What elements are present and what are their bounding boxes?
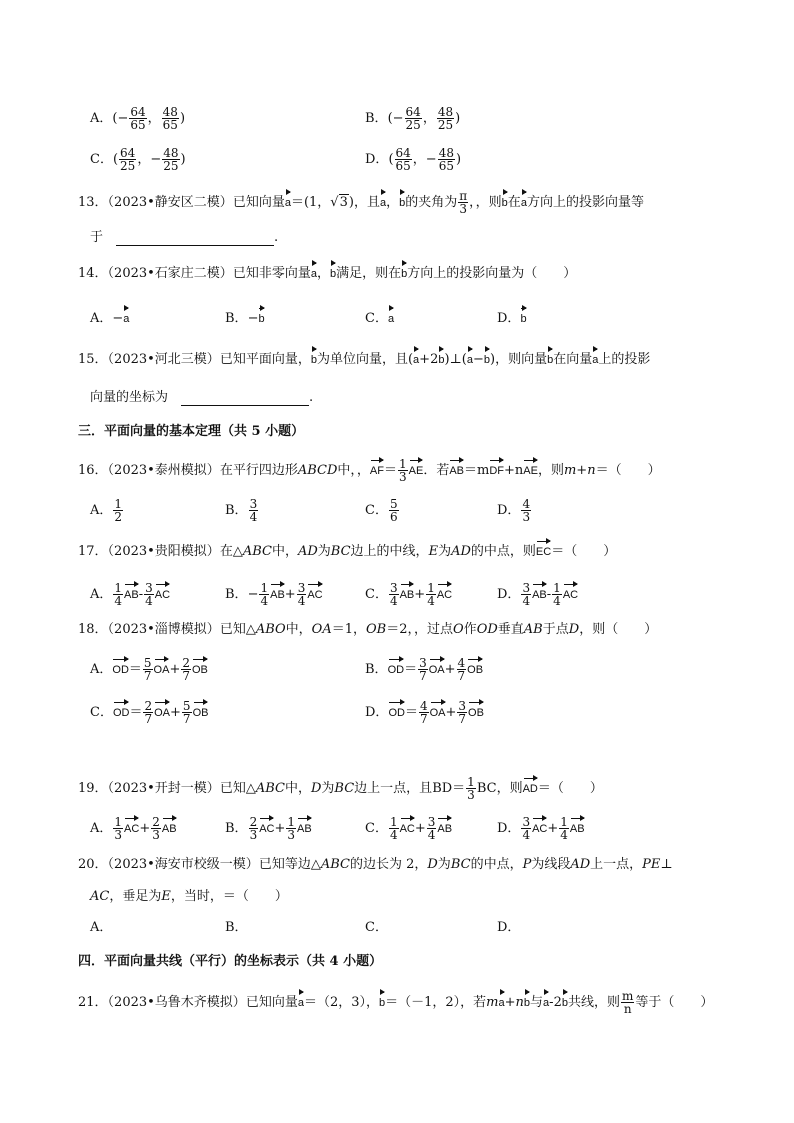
vector-ac: AC — [259, 823, 275, 835]
question-text: 中， — [271, 544, 298, 559]
vector-b: b — [523, 997, 531, 1009]
question-text: 边上一点，且 — [354, 781, 433, 796]
question-text: 为线段 — [531, 857, 571, 872]
vector-ac: AC — [562, 589, 579, 601]
vector-b: b — [501, 197, 508, 209]
fraction: $\frac{3}{4}$ — [522, 581, 531, 608]
vector-b: b — [399, 197, 406, 209]
vector-od: OD — [388, 707, 405, 719]
math-var: BC — [330, 544, 351, 559]
fraction: $\frac{3}{7}$ — [458, 699, 467, 726]
option-label: D． — [365, 152, 389, 167]
fraction: $\frac{3}{4}$ — [427, 815, 436, 842]
option-label: B． — [365, 662, 388, 677]
option-c — [365, 311, 394, 327]
question-text: ＝（ ） — [551, 544, 617, 559]
option-d — [497, 498, 532, 523]
vector-a: a — [413, 354, 420, 366]
option-label: A． — [90, 821, 113, 836]
vector-oa: OA — [154, 707, 171, 719]
option-d: D． $\frac{3}{4}$ AC+ $\frac{1}{4}$ AB — [497, 815, 585, 842]
fraction: $\frac{4}{7}$ — [419, 699, 428, 726]
option-c: C．( $\frac{64}{25}$ ，− $\frac{48}{25}$ ) — [90, 146, 186, 173]
math-var: AB — [523, 622, 543, 637]
math-var: O — [453, 622, 464, 637]
vector-ac: AC — [399, 823, 415, 835]
math-var: D — [427, 857, 438, 872]
option-label: A． — [90, 311, 113, 326]
option-d: D．OD＝ $\frac{4}{7}$ OA+ $\frac{3}{7}$ OB — [365, 699, 484, 726]
question-text: ，则 — [475, 195, 502, 210]
fraction: $\frac{1}{4}$ — [114, 581, 123, 608]
question-text: 已知向量 — [245, 995, 298, 1010]
option-label: C． — [90, 152, 113, 167]
math-var: E — [161, 889, 171, 904]
vector-ab: AB — [270, 589, 285, 601]
fraction: $\frac{5}{7}$ — [143, 656, 152, 683]
vector-a: a — [387, 313, 395, 325]
fraction: $\frac{3}{4}$ — [249, 497, 258, 524]
question-text: 已知△ — [219, 781, 256, 796]
question-text: 为 — [317, 544, 331, 559]
question-source: （2023•泰州模拟） — [107, 463, 220, 478]
question-17 — [78, 544, 616, 560]
question-text: 已知向量 — [232, 195, 285, 210]
vector-oa: OA — [428, 664, 445, 676]
question-text: ，当时，＝（ ） — [170, 889, 288, 904]
vector-ob: OB — [468, 707, 484, 719]
question-text: 的夹角为 — [405, 195, 458, 210]
option-c — [365, 498, 400, 523]
option-label: D． — [365, 705, 389, 720]
vector-ab: AB — [297, 823, 312, 835]
fraction: $\frac{1}{3}$ — [287, 815, 296, 842]
vector-a: a — [543, 997, 550, 1009]
math-var: OD — [476, 622, 498, 637]
option-d — [497, 920, 520, 936]
question-text: ＝（ ） — [537, 781, 603, 796]
option-b: B．−b — [225, 311, 265, 326]
fraction: $\frac{3}{4}$ — [297, 581, 306, 608]
vector-ab: AB — [532, 589, 547, 601]
question-text: 在 — [507, 195, 521, 210]
option-d — [497, 311, 527, 327]
question-text: ⊥ — [660, 857, 673, 872]
fraction: $\frac{64}{25}$ — [405, 105, 421, 132]
vector-af: AF — [369, 465, 384, 477]
vector-ab: AB — [124, 589, 139, 601]
vector-b: b — [520, 313, 527, 325]
option-b: B． $\frac{2}{3}$ AC+ $\frac{1}{3}$ AB — [225, 815, 312, 842]
question-text: ．若 — [423, 463, 450, 478]
period: . — [274, 230, 279, 245]
question-source: （2023•静安区二模） — [107, 195, 233, 210]
question-text: ，则（ ） — [579, 622, 658, 637]
vector-ob: OB — [192, 664, 208, 676]
math-var: m+n — [563, 463, 596, 478]
option-label: C． — [365, 821, 388, 836]
question-text: 在△ — [219, 544, 243, 559]
option-label: B． — [225, 821, 248, 836]
section-heading: 四．平面向量共线（平行）的坐标表示（共 4 小题） — [78, 954, 383, 969]
answer-blank[interactable] — [181, 405, 309, 406]
vector-a: a — [310, 268, 317, 280]
vector-a: a — [297, 997, 304, 1009]
question-20 — [78, 857, 673, 873]
vector-ae: AE — [408, 465, 424, 477]
math-var: AD — [451, 544, 471, 559]
option-b — [225, 920, 248, 936]
question-source: （2023•开封一模） — [107, 781, 220, 796]
question-text: 为 — [321, 781, 335, 796]
fraction: $\frac{1}{4}$ — [553, 581, 561, 608]
question-text: 垂直 — [497, 622, 524, 637]
fraction: $\frac{1}{4}$ — [427, 581, 435, 608]
math-var: OB — [366, 622, 387, 637]
question-19: 19．（2023•开封一模）已知△ABC中，D为BC边上一点，且BD＝ $\frac{1}{3}$ BC，则AD＝（ ） — [78, 775, 603, 802]
answer-blank[interactable] — [116, 245, 274, 246]
vector-b: b — [310, 354, 317, 366]
math-var: m — [486, 995, 499, 1010]
question-text: 满足，则在 — [336, 266, 402, 281]
question-14: 14．（2023•石家庄二模）已知非零向量a，b满足，则在b方向上的投影向量为（ ） — [78, 266, 577, 281]
vector-a: a — [520, 197, 527, 209]
question-15: 15．（2023•河北三模）已知平面向量，b为单位向量，且(a+2b)⊥(a−b)，则向量b在向量a上的投影 — [78, 352, 651, 367]
option-d: D． $\frac{3}{4}$ AB- $\frac{1}{4}$ AC — [497, 581, 579, 608]
question-text: 等于（ ） — [635, 995, 714, 1010]
math-var: AD — [297, 544, 318, 559]
option-label: A． — [90, 587, 113, 602]
vector-ab: AB — [569, 823, 585, 835]
vector-ac: AC — [154, 589, 171, 601]
option-label: D． — [497, 503, 521, 518]
question-text: 已知等边△ — [258, 857, 321, 872]
vector-ad: AD — [522, 783, 538, 795]
question-source: （2023•淄博模拟） — [107, 622, 220, 637]
question-text: 边上的中线， — [350, 544, 429, 559]
question-number: 14． — [78, 266, 108, 281]
fraction: $\frac{5}{7}$ — [182, 699, 191, 726]
fraction: $\frac{2}{7}$ — [182, 656, 190, 683]
option-a — [90, 498, 124, 523]
fraction: $\frac{1}{3}$ — [398, 457, 407, 484]
fraction: $\frac{2}{3}$ — [152, 815, 160, 842]
vector-a: a — [498, 997, 505, 1009]
fraction: $\frac{1}{4}$ — [560, 815, 568, 842]
question-number: 18． — [78, 622, 108, 637]
question-text: ，垂足为 — [109, 889, 162, 904]
question-text: 上的投影 — [598, 352, 651, 367]
question-13-cont — [90, 230, 278, 246]
vector-ac: AC — [532, 823, 548, 835]
question-number: 20． — [78, 857, 108, 872]
fraction: $\frac{2}{7}$ — [144, 699, 153, 726]
fraction: $\frac{48}{65}$ — [438, 146, 454, 173]
question-18 — [78, 622, 657, 638]
option-label: C． — [90, 705, 113, 720]
math-var: ABCD — [297, 463, 338, 478]
question-text: ＝2，，过点 — [386, 622, 453, 637]
sqrt-3: √3 — [330, 195, 348, 210]
vector-ab: AB — [449, 465, 465, 477]
fraction: $\frac{1}{3}$ — [114, 815, 123, 842]
question-text: 的中点， — [470, 857, 523, 872]
math-var: ABO — [255, 622, 286, 637]
fraction: $\frac{48}{25}$ — [163, 146, 179, 173]
fraction: $\frac{3}{4}$ — [389, 581, 398, 608]
option-b: B．− $\frac{1}{4}$ AB+ $\frac{3}{4}$ AC — [225, 581, 323, 608]
option-label: C． — [365, 311, 388, 326]
vector-b: b — [547, 354, 554, 366]
question-text: 中， — [284, 781, 311, 796]
vector-oa: OA — [429, 707, 446, 719]
question-text: 在向量 — [553, 352, 593, 367]
fraction: $\frac{1}{4}$ — [389, 815, 398, 842]
question-number: 13． — [78, 195, 108, 210]
vector-a: a — [379, 197, 387, 209]
question-13: 13．（2023•静安区二模）已知向量a＝(1，√3)，且a，b的夹角为 $\frac{\pi}{3}$ ，，则b在a方向上的投影向量等 — [78, 189, 644, 216]
math-var: BC — [450, 857, 471, 872]
option-label: B． — [225, 920, 248, 935]
vector-ob: OB — [192, 707, 209, 719]
question-21: 21．（2023•乌鲁木齐模拟）已知向量a＝（2，3），b＝（－1，2），若ma+nb与a-2b共线，则 $\frac{m}{n}$ 等于（ ） — [78, 989, 714, 1016]
question-text: 中，， — [337, 463, 370, 478]
fraction: $\frac{4}{3}$ — [522, 497, 531, 524]
question-number: 21． — [78, 995, 108, 1010]
math-var: PE — [642, 857, 661, 872]
question-text: ，则向量 — [495, 352, 548, 367]
question-text: 为单位向量，且 — [316, 352, 408, 367]
question-15-cont — [90, 390, 313, 406]
period: . — [309, 390, 314, 405]
math-var: D — [310, 781, 322, 796]
option-label: D． — [497, 311, 521, 326]
fraction: $\frac{1}{3}$ — [467, 775, 475, 802]
question-text: 向量的坐标为 — [90, 390, 169, 405]
vector-od: OD — [387, 664, 405, 676]
question-text: ，则 — [537, 463, 564, 478]
question-text: 的边长为 2， — [349, 857, 428, 872]
vector-ab: AB — [161, 823, 177, 835]
question-text: 共线，则 — [567, 995, 620, 1010]
question-text: ，且 — [353, 195, 380, 210]
math-var: BC — [334, 781, 355, 796]
question-source: （2023•海安市校级一模） — [107, 857, 259, 872]
vector-od: OD — [112, 707, 130, 719]
math-var: D — [568, 622, 580, 637]
question-text: ＝1， — [331, 622, 366, 637]
question-text: 已知非零向量 — [232, 266, 311, 281]
fraction: $\frac{64}{65}$ — [395, 146, 411, 173]
option-label: B． — [365, 111, 388, 126]
option-label: D． — [497, 920, 521, 935]
fraction: $\frac{2}{3}$ — [249, 815, 258, 842]
vector-b: b — [329, 268, 337, 280]
question-text: ＝（－1，2），若 — [385, 995, 487, 1010]
option-a: A．(− $\frac{64}{65}$ ， $\frac{48}{65}$ ) — [90, 105, 186, 132]
option-label: C． — [365, 920, 388, 935]
question-source: （2023•贵阳模拟） — [107, 544, 220, 559]
vector-ae: AE — [523, 465, 538, 477]
question-text: 于点 — [542, 622, 569, 637]
question-text: 中， — [285, 622, 312, 637]
vector-df: DF — [489, 465, 505, 477]
question-text: ，则 — [496, 781, 523, 796]
fraction: $\frac{3}{4}$ — [145, 581, 153, 608]
question-source: （2023•石家庄二模） — [107, 266, 233, 281]
option-c: C．OD＝ $\frac{2}{7}$ OA+ $\frac{5}{7}$ OB — [90, 699, 209, 726]
option-label: C． — [365, 587, 388, 602]
option-a: A．OD＝ $\frac{5}{7}$ OA+ $\frac{2}{7}$ OB — [90, 656, 208, 683]
math-var: AD — [570, 857, 591, 872]
option-label: A． — [90, 111, 113, 126]
vector-a: a — [466, 354, 473, 366]
vector-ab: AB — [399, 589, 415, 601]
question-number: 17． — [78, 544, 108, 559]
vector-a: a — [284, 197, 291, 209]
question-number: 16． — [78, 463, 108, 478]
fraction: $\frac{4}{7}$ — [457, 656, 466, 683]
math-var: E — [428, 544, 439, 559]
option-label: D． — [497, 587, 521, 602]
question-text: 上一点， — [590, 857, 643, 872]
option-label: D． — [497, 821, 521, 836]
vector-ob: OB — [467, 664, 484, 676]
math-var: ABC — [255, 781, 285, 796]
question-text: 在平行四边形 — [219, 463, 298, 478]
math-var: n — [515, 995, 524, 1010]
option-c — [365, 920, 388, 936]
option-label: B． — [225, 311, 248, 326]
vector-b: b — [401, 268, 408, 280]
question-text: ＝（ ） — [595, 463, 661, 478]
question-text: 方向上的投影向量为（ ） — [407, 266, 577, 281]
option-b — [225, 498, 259, 523]
option-label: A． — [90, 503, 113, 518]
option-label: C． — [365, 503, 388, 518]
option-a: A．−a — [90, 311, 130, 326]
vector-ac: AC — [124, 823, 140, 835]
question-source: （2023•河北三模） — [107, 352, 220, 367]
vector-b: b — [483, 354, 490, 366]
question-text: 为 — [437, 857, 451, 872]
question-text: ＝（2，3）， — [303, 995, 379, 1010]
vector-b: b — [438, 354, 445, 366]
question-text: 方向上的投影向量等 — [526, 195, 644, 210]
question-number: 15． — [78, 352, 108, 367]
option-label: A． — [90, 662, 113, 677]
fraction: $\frac{m}{n}$ — [621, 989, 634, 1016]
fraction: $\frac{\pi}{3}$ — [459, 189, 468, 216]
fraction: $\frac{5}{6}$ — [389, 497, 398, 524]
question-text: 已知平面向量， — [219, 352, 311, 367]
math-var: OA — [311, 622, 332, 637]
option-c: C． $\frac{1}{4}$ AC+ $\frac{3}{4}$ AB — [365, 815, 453, 842]
option-c: C． $\frac{3}{4}$ AB+ $\frac{1}{4}$ AC — [365, 581, 453, 608]
vector-ec: EC — [535, 546, 552, 558]
vector-b: b — [258, 313, 265, 325]
option-b: B．OD＝ $\frac{3}{7}$ OA+ $\frac{4}{7}$ OB — [365, 656, 484, 683]
section-heading: 三．平面向量的基本定理（共 5 小题） — [78, 424, 305, 439]
question-20-cont — [90, 889, 288, 905]
fraction: $\frac{64}{25}$ — [120, 146, 136, 173]
fraction: $\frac{1}{2}$ — [114, 497, 123, 524]
option-label: B． — [225, 587, 248, 602]
fraction: $\frac{3}{7}$ — [419, 656, 427, 683]
vector-ac: AC — [436, 589, 453, 601]
vector-ab: AB — [437, 823, 453, 835]
option-d: D．( $\frac{64}{65}$ ，− $\frac{48}{65}$ ) — [365, 146, 462, 173]
question-source: （2023•乌鲁木齐模拟） — [107, 995, 246, 1010]
question-text: 的中点，则 — [470, 544, 536, 559]
fraction: $\frac{3}{4}$ — [522, 815, 531, 842]
vector-oa: OA — [153, 664, 170, 676]
fraction: $\frac{64}{65}$ — [130, 105, 146, 132]
vector-od: OD — [112, 664, 129, 676]
option-a: A． $\frac{1}{4}$ AB- $\frac{3}{4}$ AC — [90, 581, 171, 608]
vector-b: b — [561, 997, 568, 1009]
option-label: B． — [225, 503, 248, 518]
option-b: B．(− $\frac{64}{25}$ ， $\frac{48}{25}$ ) — [365, 105, 461, 132]
fraction: $\frac{48}{65}$ — [162, 105, 178, 132]
option-label: A． — [90, 920, 113, 935]
vector-b: b — [379, 997, 386, 1009]
option-a — [90, 920, 112, 936]
question-16: 16．（2023•泰州模拟）在平行四边形ABCD中，，AF＝ $\frac{1}{3}$ AE．若AB＝mDF+nAE，则m+n＝（ ） — [78, 457, 661, 484]
math-var: ABC — [242, 544, 272, 559]
question-text: 于 — [90, 230, 104, 245]
question-text: 与 — [530, 995, 544, 1010]
question-text: 已知△ — [219, 622, 256, 637]
vector-a: a — [592, 354, 599, 366]
question-text: 作 — [463, 622, 477, 637]
fraction: $\frac{48}{25}$ — [437, 105, 454, 132]
vector-ac: AC — [307, 589, 323, 601]
fraction: $\frac{1}{4}$ — [260, 581, 269, 608]
vector-a: a — [123, 313, 130, 325]
math-var: ABC — [320, 857, 350, 872]
question-number: 19． — [78, 781, 108, 796]
option-a: A． $\frac{1}{3}$ AC+ $\frac{2}{3}$ AB — [90, 815, 177, 842]
math-var: P — [522, 857, 532, 872]
math-var: AC — [90, 889, 110, 904]
question-text: 为 — [438, 544, 452, 559]
